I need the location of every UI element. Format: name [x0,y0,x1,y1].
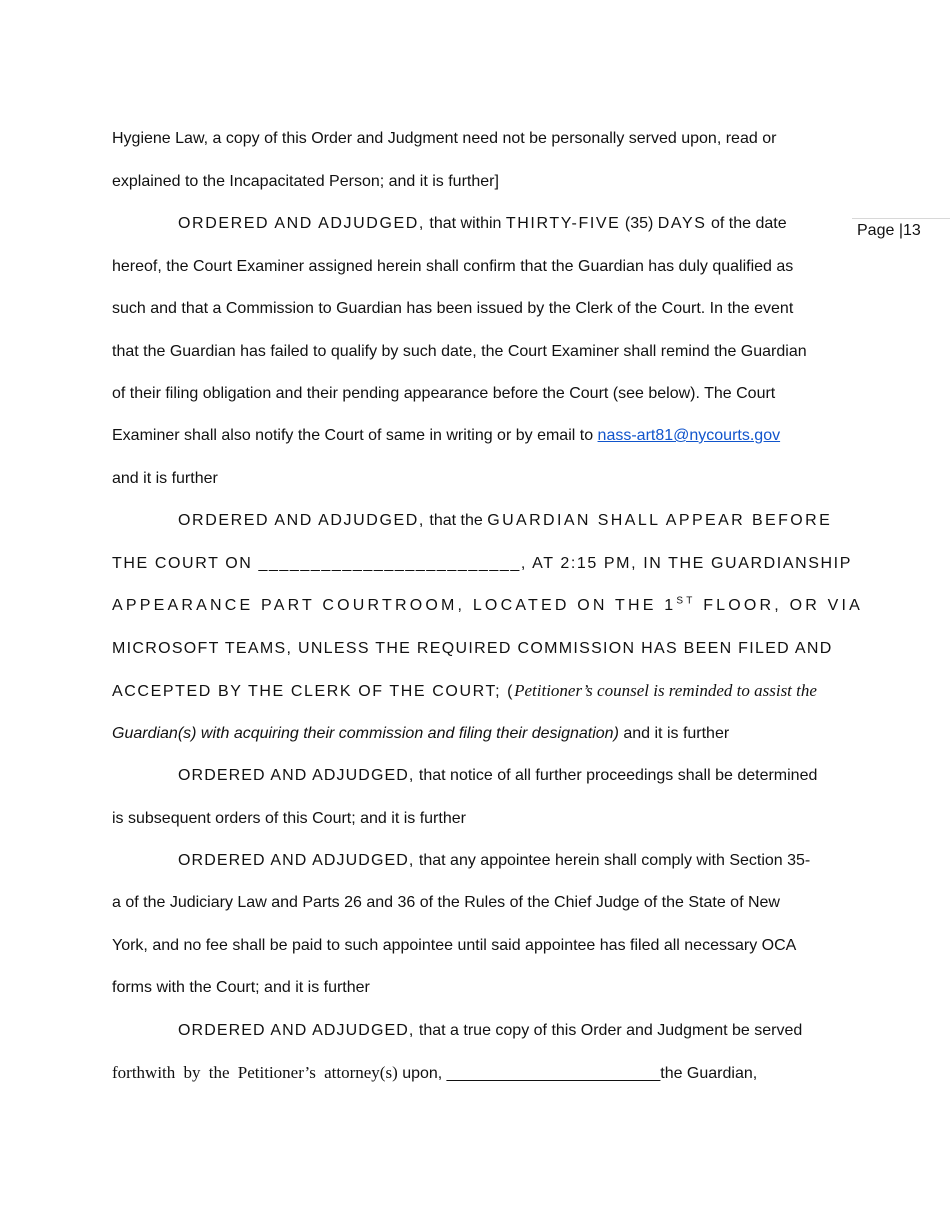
ordered-adjudged: ORDERED AND ADJUDGED, [178,512,425,529]
line-text: that the Guardian has failed to qualify by such date, the Court Examiner shall remind the Guardian [112,343,807,360]
email-link[interactable]: nass-art81@nycourts.gov [597,427,781,444]
body-line [112,171,838,193]
line-text: Hygiene Law, a copy of this Order and Judgment need not be personally served upon, read or [112,130,777,147]
italic-note: Petitioner’s counsel is reminded to assist the [514,681,817,700]
body-line [112,892,838,914]
line-text: that notice of all further proceedings shall be determined [414,767,818,784]
line-text: that a true copy of this Order and Judgment be served [414,1022,803,1039]
body-line [112,128,838,150]
line-text: such and that a Commission to Guardian has been issued by the Clerk of the Court. In the event [112,300,794,317]
caps-text: FLOOR, OR VIA [695,597,864,614]
caps-text: THIRTY-FIVE [505,215,621,232]
line-text: York, and no fee shall be paid to such appointee until said appointee has filed all necessary OCA [112,937,797,954]
paragraph-start [178,510,838,532]
body-line [112,425,838,447]
line-text: Examiner shall also notify the Court of same in writing or by email to [112,427,598,444]
line-text: hereof, the Court Examiner assigned herein shall confirm that the Guardian has duly qualified as [112,258,794,275]
serif-text: forthwith by the Petitioner’s attorney(s) [112,1063,398,1082]
line-text: that any appointee herein shall comply with Section 35- [414,852,811,869]
caps-text: ACCEPTED BY THE CLERK OF THE COURT; ( [112,683,515,700]
paragraph-start [178,765,838,787]
italic-note: Guardian(s) with acquiring their commission and filing their designation) [112,725,619,742]
line-text: and it is further [112,470,218,487]
paragraph-start [178,1020,838,1042]
superscript: ST [676,595,696,607]
line-text: (35) [620,215,658,232]
line-text: forms with the Court; and it is further [112,979,370,996]
caps-text: MICROSOFT TEAMS, UNLESS THE REQUIRED COMMISSION HAS BEEN FILED AND [112,640,833,657]
ordered-adjudged: ORDERED AND ADJUDGED, [178,1022,415,1039]
ordered-adjudged: ORDERED AND ADJUDGED, [178,767,415,784]
paragraph-start [178,850,838,872]
caps-text: GUARDIAN SHALL APPEAR BEFORE [487,512,833,529]
line-text: explained to the Incapacitated Person; and it is further] [112,173,499,190]
line-text: upon, ________________________the Guardian, [397,1065,758,1082]
line-text: that within [424,215,506,232]
body-line [112,298,838,320]
line-text: is subsequent orders of this Court; and it is further [112,810,466,827]
body-line [112,723,838,745]
body-line [112,638,838,660]
page-number: Page |13 [857,222,921,239]
body-line [112,468,838,490]
body-line [112,383,838,405]
body-line [112,595,864,617]
ordered-adjudged: ORDERED AND ADJUDGED, [178,215,425,232]
line-text: of their filing obligation and their pending appearance before the Court (see below). The Court [112,385,776,402]
line-text: and it is further [618,725,730,742]
body-line [112,977,838,999]
caps-text: DAYS [657,215,707,232]
body-line [112,935,838,957]
caps-text: APPEARANCE PART COURTROOM, LOCATED ON THE 1 [112,597,677,614]
body-line [112,553,852,575]
body-line [112,341,838,363]
caps-text: THE COURT ON _________________________, AT 2:15 PM, IN THE GUARDIANSHIP [112,555,852,572]
body-line [112,808,838,830]
line-text: a of the Judiciary Law and Parts 26 and 36 of the Rules of the Chief Judge of the State of New [112,894,780,911]
paragraph-start [178,213,838,235]
ordered-adjudged: ORDERED AND ADJUDGED, [178,852,415,869]
line-text: of the date [706,215,787,232]
line-text: that the [424,512,488,529]
header-rule [852,218,950,219]
body-line [112,1062,838,1085]
body-line [112,680,838,703]
body-line [112,256,838,278]
